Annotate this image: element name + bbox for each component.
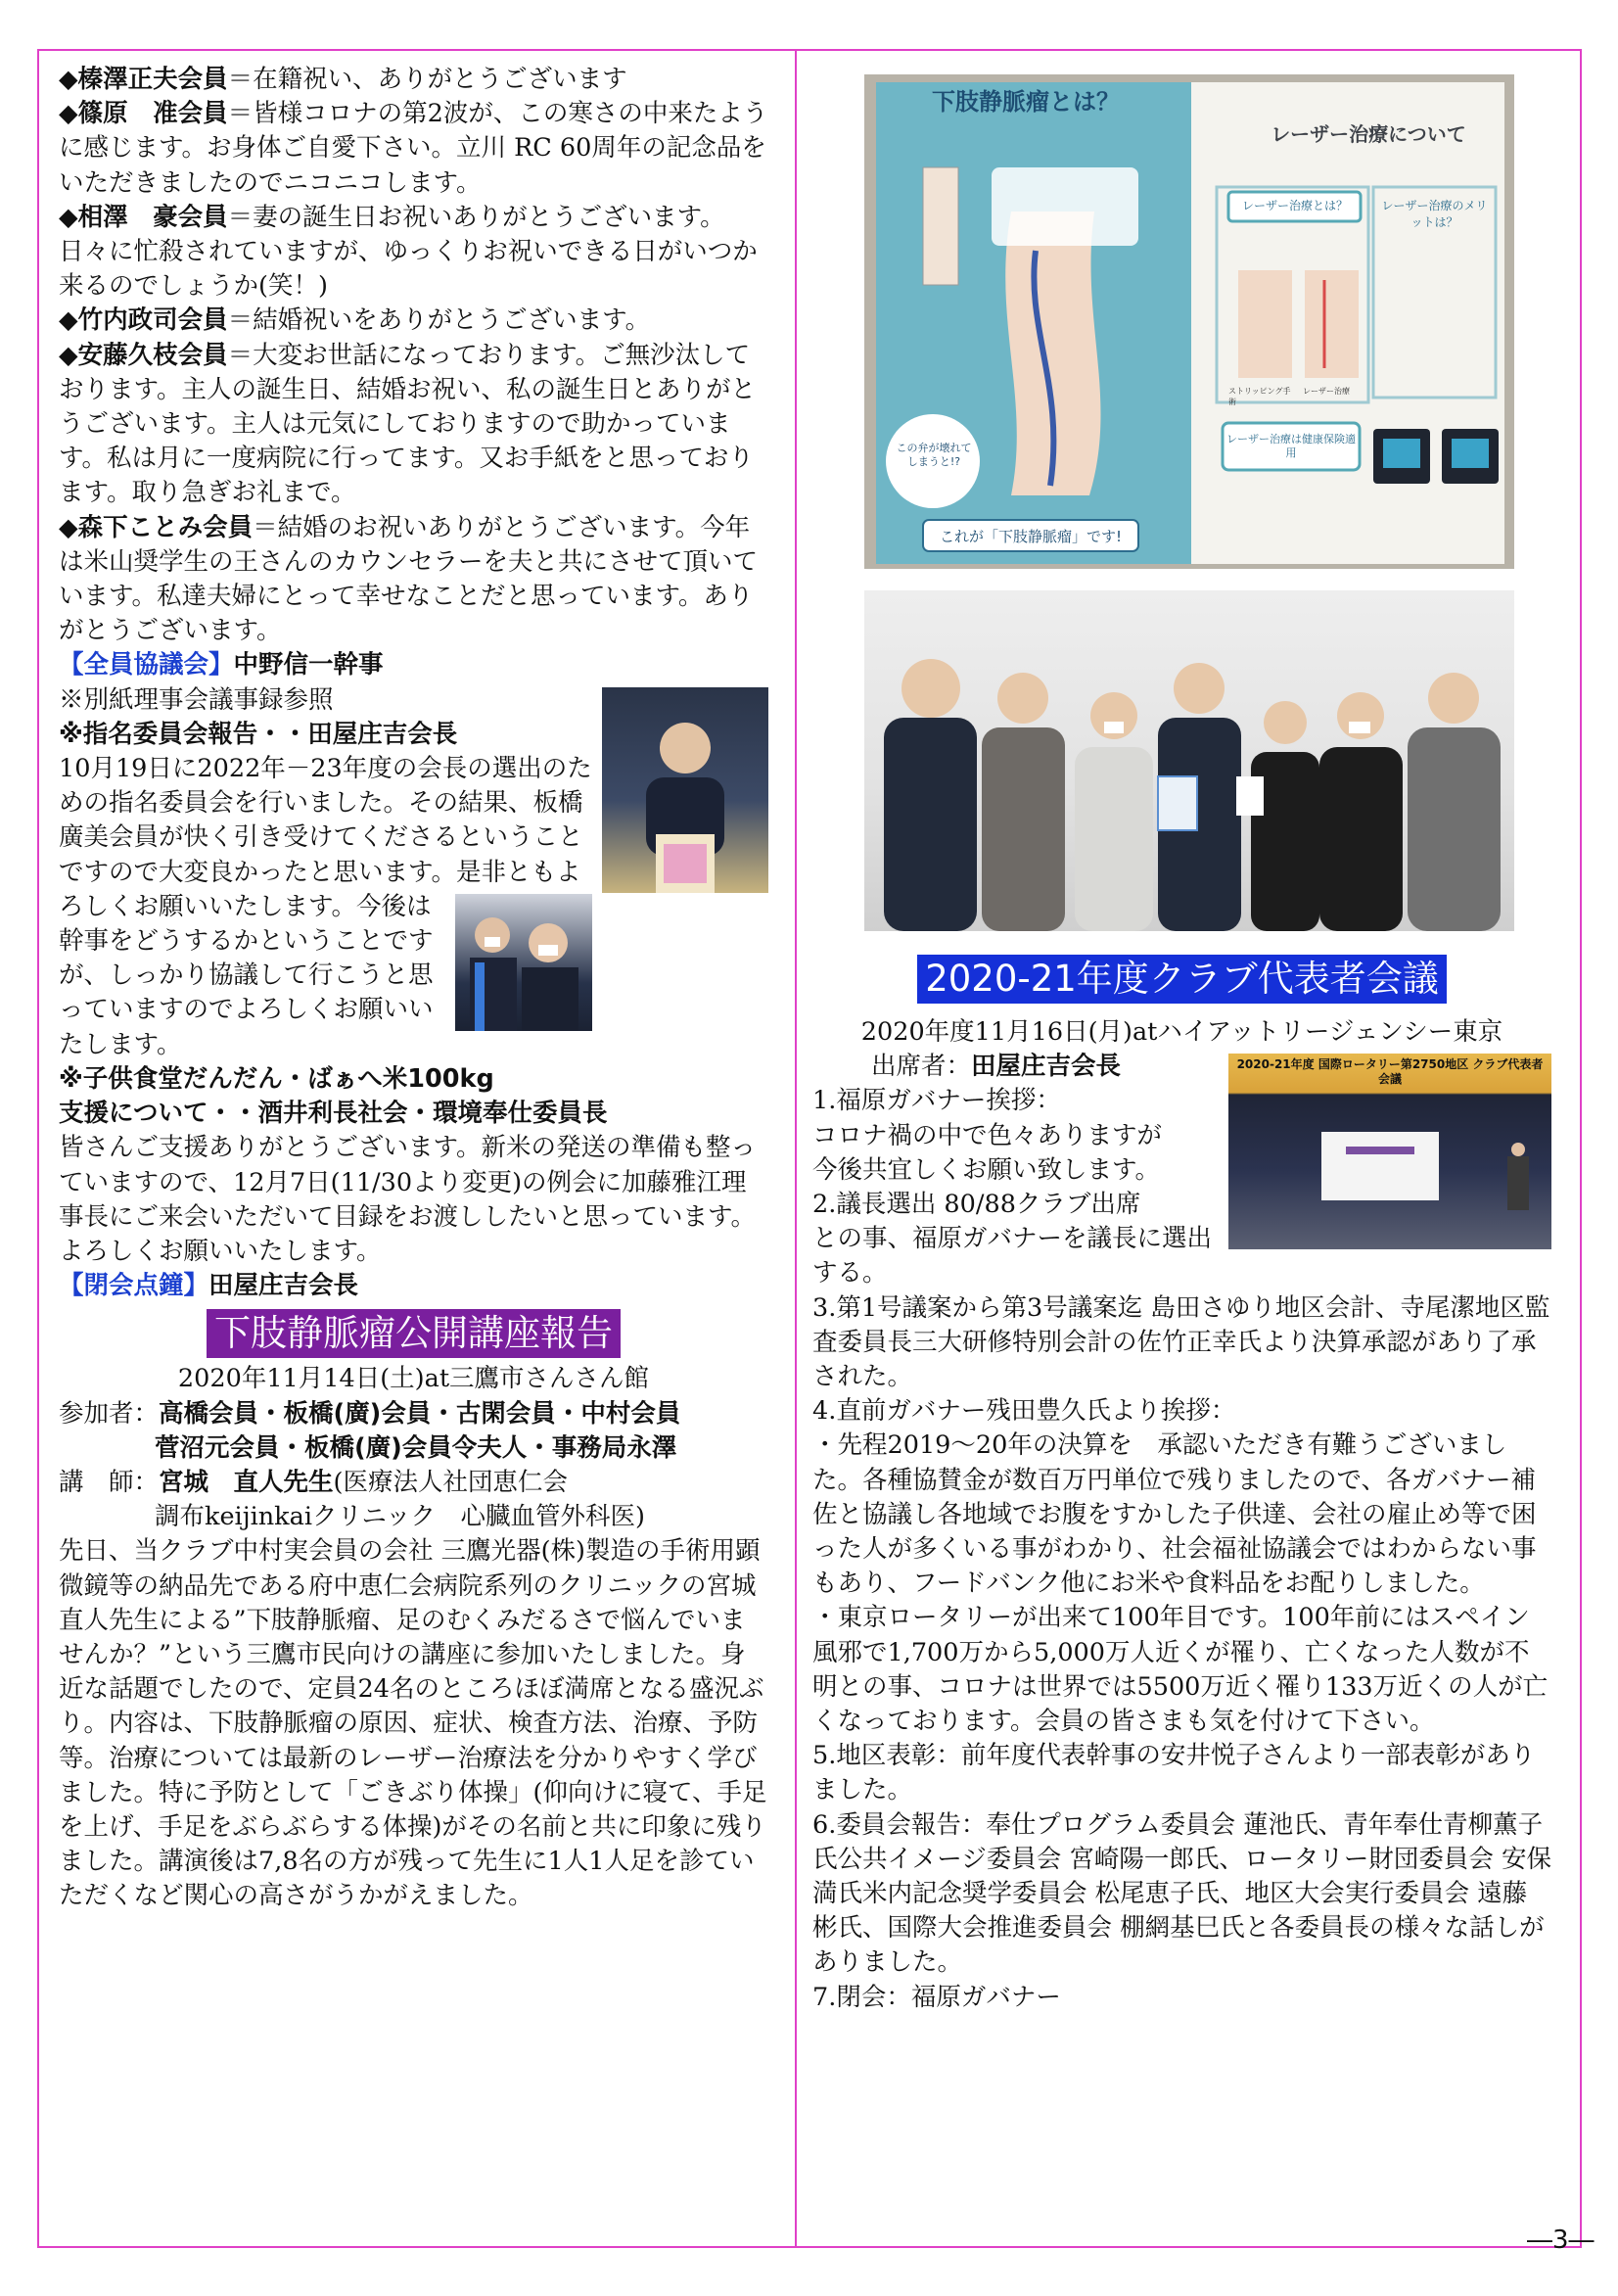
brochure-tag1: ストリッピング手術 <box>1228 387 1291 406</box>
group-photo <box>864 590 1514 931</box>
page-number: ―3― <box>1527 2226 1595 2255</box>
meeting-date: 2020年度11月16日(月)atハイアットリージェンシー東京 <box>860 1017 1503 1047</box>
closing-heading: 【閉会点鐘】田屋庄吉会長 <box>59 1271 359 1301</box>
column-divider <box>795 49 797 2248</box>
meeting-item: 1.福原ガバナー挨拶： <box>812 1086 1061 1116</box>
meeting-banner: 2020-21年度クラブ代表者会議 <box>917 955 1447 1004</box>
nomination-text-cont: ろしくお願いいたします。今後は幹事をどうするかということですが、しっかり協議して行こうと思っていますのでよろしくお願いいたします。 <box>59 891 434 1059</box>
brochure-illustration <box>864 74 1514 569</box>
members-photo <box>455 894 592 1031</box>
attendees-row-2: 菅沼元会員・板橋(廣)会員令夫人・事務局永澤 <box>155 1432 677 1463</box>
nikoniko-item: ◆相澤 豪会員＝妻の誕生日お祝いありがとうございます。日々に忙殺されていますが、ゆっくりお祝いできる日がいつか来るのでしょうか(笑！) <box>59 202 758 302</box>
attendee-row: 出席者：田屋庄吉会長 <box>871 1052 1122 1082</box>
speaker-photo <box>602 687 768 893</box>
nomination-text: 10月19日に2022年－23年度の会長の選出のための指名委員会を行いました。その結果、板橋廣美会員が快く引き受けてくださるということですので大変良かったと思います。是非ともよ <box>59 754 592 887</box>
meeting-item: 4.直前ガバナー残田豊久氏より挨拶： <box>812 1396 1236 1427</box>
brochure-box1: レーザー治療とは？ <box>1241 199 1348 212</box>
meeting-item: ・東京ロータリーが出来て100年目です。100年前にはスペイン風邪で1,700万から5,000万人近くが罹り、亡くなった人数が不明との事、コロナは世界では5500万近く罹り133万近くの人が亡くなっております。会員の皆さまも気を付けて下さい。 <box>812 1603 1549 1737</box>
meeting-item: 今後共宜しくお願い致します。 <box>812 1154 1160 1185</box>
brochure-bottom-title: これが「下肢静脈瘤」です! <box>939 528 1122 545</box>
meeting-banner-wrap <box>812 955 1551 1004</box>
conference-photo-caption: 2020-21年度 国際ロータリー第2750地区 クラブ代表者会議 <box>1236 1057 1544 1087</box>
shokudo-title: ※子供食堂だんだん・ばぁへ米100kg <box>59 1063 494 1094</box>
shokudo-subtitle: 支援について・・酒井利長社会・環境奉仕委員長 <box>59 1099 608 1129</box>
meeting-item: 7.閉会：福原ガバナー <box>812 1982 1061 2012</box>
council-heading: 【全員協議会】中野信一幹事 <box>59 650 384 680</box>
brochure-insurance: レーザー治療は健康保険適用 <box>1226 433 1356 459</box>
group-people-icon <box>864 590 1514 931</box>
lecturer-row: 講 師：宮城 直人先生(医療法人社団恵仁会 <box>59 1467 568 1497</box>
nikoniko-item: ◆榛澤正夫会員＝在籍祝い、ありがとうございます <box>59 65 627 94</box>
speaker-figure-icon <box>602 687 768 893</box>
shokudo-text: 皆さんご支援ありがとうございます。新米の発送の準備も整っていますので、12月7日(11/30より変更)の例会に加藤雅江理事長にご来会いただいて目録をお渡ししたいと思っています。よろしくお願いいたします。 <box>59 1133 756 1266</box>
two-members-icon <box>455 894 592 1031</box>
meeting-item: 2.議長選出 80/88クラブ出席 <box>812 1190 1141 1220</box>
lecturer-affiliation: 調布keijinkaiクリニック 心臓血管外科医) <box>155 1502 645 1532</box>
nikoniko-item: ◆篠原 准会員＝皆様コロナの第2波が、この寒さの中来たように感じます。お身体ご自愛下さい。立川 RC 60周年の記念品をいただきましたのでニコニコします。 <box>59 99 768 198</box>
council-note: ※別紙理事会議事録参照 <box>59 684 334 715</box>
nikoniko-item: ◆竹内政司会員＝結婚祝いをありがとうございます。 <box>59 305 651 336</box>
nikoniko-item: ◆安藤久枝会員＝大変お世話になっております。ご無沙汰しております。主人の誕生日、結婚お祝い、私の誕生日とありがとうございます。主人は元気にしておりますので助かっています。私は月に一度病院に行ってます。又お手紙をと思っております。取り急ぎお礼まで。 <box>59 340 756 508</box>
screen-icon <box>1228 1054 1551 1249</box>
lecture-banner-wrap <box>59 1309 768 1358</box>
brochure-box2: レーザー治療のメリットは？ <box>1381 199 1488 229</box>
attendees-row: 参加者：高橋会員・板橋(廣)会員・古閑会員・中村会員 <box>59 1398 681 1429</box>
brochure-tag2: レーザー治療 <box>1303 387 1350 396</box>
meeting-item: との事、福原ガバナーを議長に選出する。 <box>812 1224 1213 1289</box>
meeting-item: ・先程2019～20年の決算を 承認いただき有難うございました。各種協賛金が数百万円単位で残りましたので、各ガバナー補佐と協議し各地域でお腹をすかした子供達、会社の雇止め等で困った人が多くいる事がわかり、社会福祉協議会ではわからない事もあり、フードバンク他にお米や食料品をお配りしました。 <box>812 1430 1537 1599</box>
lecture-body: 先日、当クラブ中村実会員の会社 三鷹光器(株)製造の手術用顕微鏡等の納品先である府中恵仁会病院系列のクリニックの宮城直人先生による”下肢静脈瘤、足のむくみだるさで悩んでいませんか？”という三鷹市民向けの講座に参加いたしました。身近な話題でしたので、定員24名のところほぼ満席となる盛況ぶり。内容は、下肢静脈瘤の原因、症状、検査方法、治療、予防等。治療については最新のレーザー治療法を分かりやすく学びました。特に予防として「ごきぶり体操」(仰向けに寝て、手足を上げ、手足をぶらぶらする体操)がその名前と共に印象に残りました。講演後は7,8名の方が残って先生に1人1人足を診ていただくなど関心の高さがうかがえました。 <box>59 1536 767 1911</box>
meeting-item: コロナ禍の中で色々ありますが <box>812 1120 1163 1150</box>
lecture-banner: 下肢静脈瘤公開講座報告 <box>207 1309 621 1358</box>
nikoniko-item: ◆森下ことみ会員＝結婚のお祝いありがとうございます。今年は米山奨学生の王さんのカウンセラーを夫と共にさせて頂いています。私達夫婦にとって幸せなことだと思っています。ありがとうございます。 <box>59 512 759 646</box>
meeting-item: 5.地区表彰：前年度代表幹事の安井悦子さんより一部表彰がありました。 <box>812 1741 1536 1805</box>
lecture-date: 2020年11月14日(土)at三鷹市さんさん館 <box>177 1364 650 1394</box>
brochure-photo <box>864 74 1514 569</box>
nomination-title: ※指名委員会報告・・田屋庄吉会長 <box>59 719 458 749</box>
conference-photo <box>1228 1054 1551 1249</box>
brochure-left-title: 下肢静脈瘤とは？ <box>932 88 1120 116</box>
meeting-item: 6.委員会報告：奉仕プログラム委員会 蓮池氏、青年奉仕青柳薫子氏公共イメージ委員会 宮崎陽一郎氏、ロータリー財団委員会 安保満氏米内記念奨学委員会 松尾恵子氏、地区大会実行委員会 遠藤彬氏、国際大会推進委員会 棚網基巳氏と各委員長の様々な話しがありました。 <box>812 1809 1551 1978</box>
meeting-item: 3.第1号議案から第3号議案迄 島田さゆり地区会計、寺尾潔地区監査委員長三大研修特別会計の佐竹正幸氏より決算承認があり了承された。 <box>812 1292 1550 1392</box>
brochure-right-title: レーザー治療について <box>1271 122 1466 146</box>
left-column <box>59 63 768 1914</box>
brochure-valve-note: この弁が壊れてしまうと!? <box>896 442 972 468</box>
right-column <box>812 1015 1551 2015</box>
